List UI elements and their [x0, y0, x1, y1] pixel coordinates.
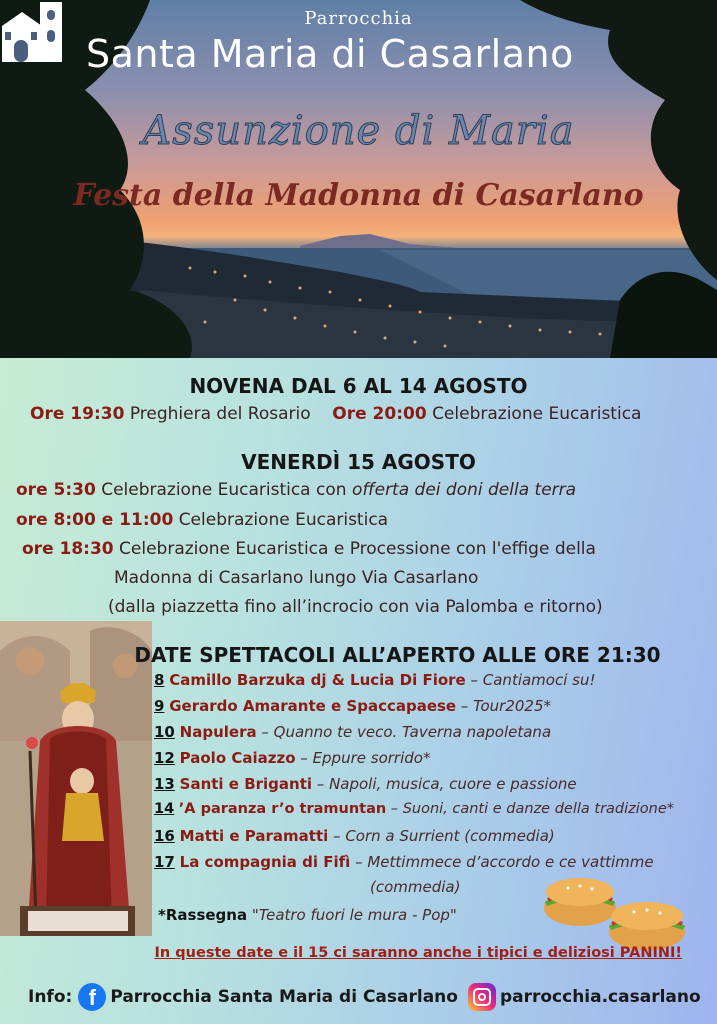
info-footer — [28, 982, 701, 1012]
feast-text-3: Celebrazione Eucaristica e Processione con l'effige della — [119, 539, 596, 559]
show-item: 8 Camillo Barzuka dj & Lucia Di Fiore – Cantiamoci su! — [154, 671, 596, 689]
hero-banner — [0, 0, 717, 358]
show-name: Gerardo Amarante e Spaccapaese — [169, 697, 457, 715]
show-desc: Mettimmece d’accordo e ce vattimme — [367, 853, 654, 871]
novena-event-2: Celebrazione Eucaristica — [432, 404, 642, 424]
novena-time-1: Ore 19:30 — [30, 404, 125, 424]
show-day: 12 — [154, 749, 175, 767]
show-desc: Quanno te veco. Taverna napoletana — [273, 723, 552, 741]
show-desc: Eppure sorrido* — [312, 749, 431, 767]
show-item: 16 Matti e Paramatti – Corn a Surrient (commedia) — [154, 827, 555, 845]
show-name: La compagnia di Fifì — [179, 853, 351, 871]
parish-name: Santa Maria di Casarlano — [86, 32, 574, 76]
panini-note: In queste date e il 15 ci saranno anche i tipici e deliziosi PANINI! — [154, 945, 682, 961]
program-section — [0, 358, 717, 1024]
show-day: 14 — [154, 801, 175, 817]
feast-time-1: ore 5:30 — [16, 480, 96, 500]
show-name: ’A paranza r’o tramuntan — [178, 801, 387, 817]
show-name: Napulera — [179, 723, 257, 741]
show-name: Paolo Caiazzo — [179, 749, 296, 767]
instagram-icon — [468, 983, 496, 1011]
shows-heading: DATE SPETTACOLI ALL’APERTO ALLE ORE 21:30 — [134, 643, 661, 667]
show-name: Camillo Barzuka dj & Lucia Di Fiore — [169, 671, 466, 689]
show-name: Matti e Paramatti — [179, 827, 329, 845]
novena-schedule — [30, 404, 641, 424]
show-item: 13 Santi e Briganti – Napoli, musica, cuore e passione — [154, 775, 577, 793]
show-item: 12 Paolo Caiazzo – Eppure sorrido* — [154, 749, 431, 767]
feast-line-2 — [16, 510, 388, 530]
show-day: 8 — [154, 671, 165, 689]
show-desc-cont: (commedia) — [370, 878, 461, 896]
event-subtitle: Festa della Madonna di Casarlano — [73, 178, 644, 213]
novena-event-1: Preghiera del Rosario — [129, 404, 311, 424]
show-day: 9 — [154, 697, 165, 715]
show-item: 10 Napulera – Quanno te veco. Taverna napoletana — [154, 723, 552, 741]
show-day: 10 — [154, 723, 175, 741]
feast-text-2: Celebrazione Eucaristica — [178, 510, 389, 530]
show-desc: Corn a Surrient (commedia) — [345, 827, 555, 845]
feast-line-3-cont: Madonna di Casarlano lungo Via Casarlano — [114, 568, 479, 588]
info-label: Info: — [28, 987, 73, 1007]
show-day: 17 — [154, 853, 175, 871]
madonna-statue-image — [0, 621, 152, 936]
parish-label: Parrocchia — [304, 8, 413, 29]
show-item: 14 ’A paranza r’o tramuntan – Suoni, canti e danze della tradizione* — [154, 801, 675, 817]
feast-italic-1: offerta dei doni della terra — [351, 480, 577, 500]
show-desc: Napoli, musica, cuore e passione — [329, 775, 577, 793]
show-desc: Tour2025* — [473, 697, 551, 715]
instagram-link[interactable]: parrocchia.casarlano — [499, 987, 701, 1007]
feast-time-2: ore 8:00 e 11:00 — [16, 510, 174, 530]
show-day: 13 — [154, 775, 175, 793]
novena-time-2: Ore 20:00 — [332, 404, 427, 424]
feast-line-3-note: (dalla piazzetta fino all’incrocio con via Palomba e ritorno) — [108, 597, 603, 617]
show-day: 16 — [154, 827, 175, 845]
feast-text-1: Celebrazione Eucaristica con — [101, 480, 347, 500]
rassegna-text: "Teatro fuori le mura - Pop" — [251, 906, 457, 924]
feast-line-1 — [16, 480, 576, 500]
facebook-link[interactable]: Parrocchia Santa Maria di Casarlano — [110, 987, 458, 1007]
feast-time-3: ore 18:30 — [22, 539, 114, 559]
rassegna-note — [158, 906, 457, 924]
show-name: Santi e Briganti — [179, 775, 313, 793]
show-item-17-continuation — [370, 878, 460, 896]
rassegna-label: *Rassegna — [158, 906, 248, 924]
show-desc: Suoni, canti e danze della tradizione* — [402, 801, 675, 817]
event-title: Assunzione di Maria — [142, 108, 575, 154]
facebook-icon: f — [78, 983, 106, 1011]
show-item: 17 La compagnia di Fifì – Mettimmece d’accordo e ce vattimme — [154, 853, 654, 871]
feast-line-3 — [22, 539, 596, 559]
show-desc: Cantiamoci su! — [482, 671, 596, 689]
show-item: 9 Gerardo Amarante e Spaccapaese – Tour2025* — [154, 697, 551, 715]
feast-day-heading: VENERDÌ 15 AGOSTO — [241, 450, 476, 474]
novena-heading: NOVENA DAL 6 AL 14 AGOSTO — [189, 374, 528, 398]
